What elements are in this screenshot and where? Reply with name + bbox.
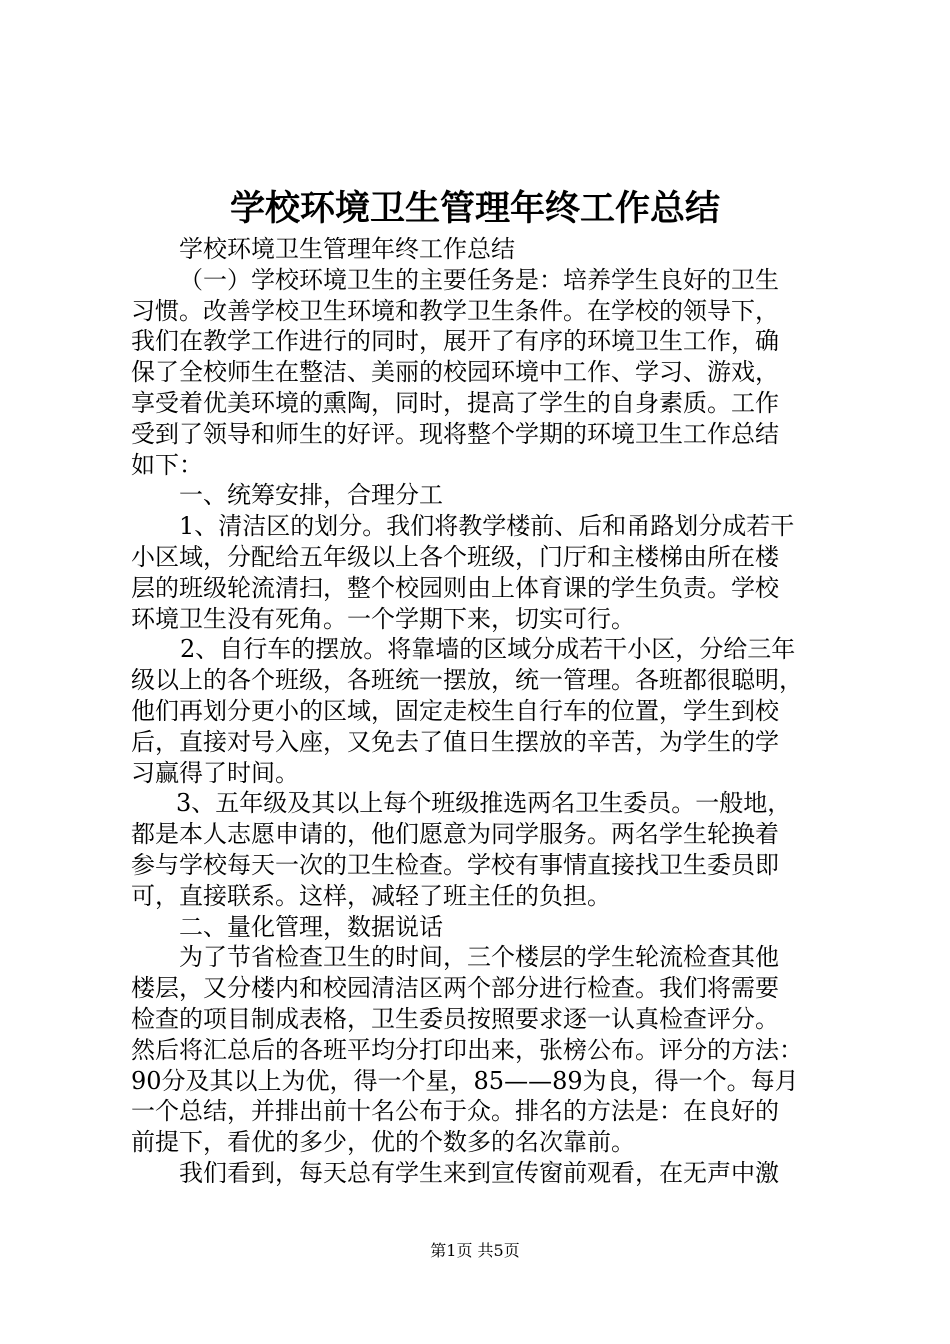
body-line: 他们再划分更小的区域，固定走校生自行车的位置，学生到校 <box>131 696 779 725</box>
document-body <box>131 234 821 1189</box>
body-line: 学校环境卫生管理年终工作总结 <box>179 235 515 263</box>
body-line: 前提下，看优的多少，优的个数多的名次靠前。 <box>131 1128 635 1157</box>
body-line: 我们看到，每天总有学生来到宣传窗前观看，在无声中激 <box>179 1158 779 1187</box>
body-line: 一、统筹安排，合理分工 <box>179 481 443 510</box>
body-line: 受到了领导和师生的好评。现将整个学期的环境卫生工作总结 <box>131 419 779 448</box>
body-line: 享受着优美环境的熏陶，同时，提高了学生的自身素质。工作 <box>131 388 779 417</box>
body-line: 环境卫生没有死角。一个学期下来，切实可行。 <box>131 604 635 633</box>
document-title: 学校环境卫生管理年终工作总结 <box>229 189 720 229</box>
body-line: 都是本人志愿申请的，他们愿意为同学服务。两名学生轮换着 <box>131 820 779 849</box>
body-line: 保了全校师生在整洁、美丽的校园环境中工作、学习、游戏， <box>131 358 779 387</box>
body-line: 我们在教学工作进行的同时，展开了有序的环境卫生工作，确 <box>131 327 779 356</box>
body-line: 可，直接联系。这样，减轻了班主任的负担。 <box>131 881 611 910</box>
body-line: 检查的项目制成表格，卫生委员按照要求逐一认真检查评分。 <box>131 1004 779 1033</box>
body-line: 如下： <box>131 450 203 479</box>
body-line: 级以上的各个班级，各班统一摆放，统一管理。各班都很聪明， <box>131 666 803 695</box>
body-line: 然后将汇总后的各班平均分打印出来，张榜公布。评分的方法： <box>131 1035 803 1064</box>
body-line: 2、自行车的摆放。将靠墙的区域分成若干小区，分给三年 <box>180 635 796 664</box>
body-line: （一）学校环境卫生的主要任务是：培养学生良好的卫生 <box>179 265 779 294</box>
body-line: 后，直接对号入座，又免去了值日生摆放的辛苦，为学生的学 <box>131 727 779 756</box>
body-line: 层的班级轮流清扫，整个校园则由上体育课的学生负责。学校 <box>131 573 779 602</box>
body-line: 二、量化管理，数据说话 <box>179 912 443 941</box>
body-line: 为了节省检查卫生的时间，三个楼层的学生轮流检查其他 <box>179 943 779 972</box>
body-line: 一个总结，并排出前十名公布于众。排名的方法是：在良好的 <box>131 1097 779 1126</box>
body-line: 参与学校每天一次的卫生检查。学校有事情直接找卫生委员即 <box>131 850 779 879</box>
body-line: 习赢得了时间。 <box>131 758 299 787</box>
page-footer: 第1页 共5页 <box>430 1241 520 1260</box>
body-line: 1、清洁区的划分。我们将教学楼前、后和甬路划分成若干 <box>179 512 795 541</box>
body-line: 楼层，又分楼内和校园清洁区两个部分进行检查。我们将需要 <box>131 974 779 1003</box>
body-line: 3、五年级及其以上每个班级推选两名卫生委员。一般地， <box>176 789 792 818</box>
body-line: 90分及其以上为优，得一个星，85——89为良，得一个。每月 <box>131 1066 799 1095</box>
body-line: 习惯。改善学校卫生环境和教学卫生条件。在学校的领导下， <box>131 296 779 325</box>
body-line: 小区域，分配给五年级以上各个班级，门厅和主楼梯由所在楼 <box>131 542 779 571</box>
